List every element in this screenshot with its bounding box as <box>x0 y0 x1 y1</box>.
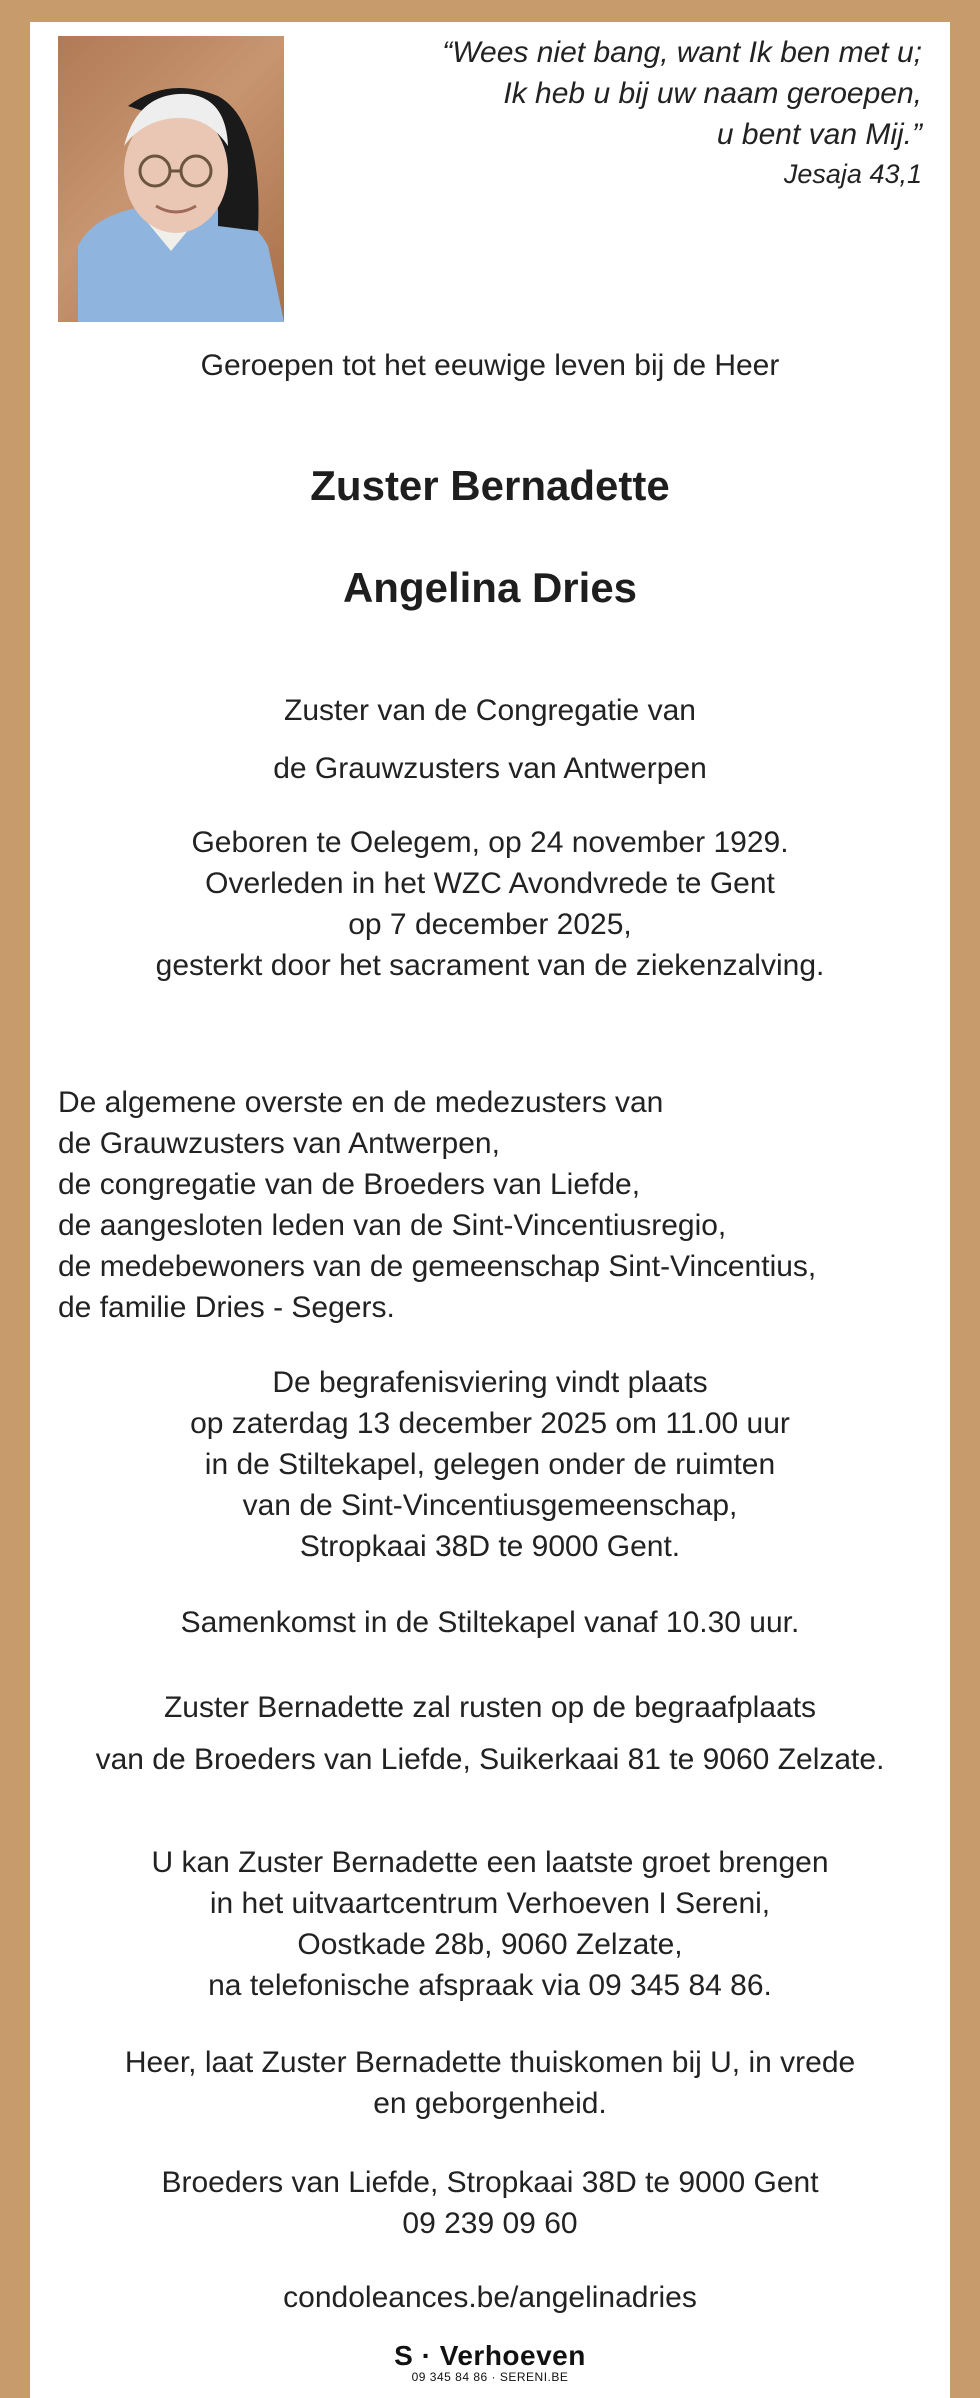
funeral-line: op zaterdag 13 december 2025 om 11.00 uur <box>190 1407 790 1440</box>
mourner-line: De algemene overste en de medezusters van <box>58 1086 664 1119</box>
contact-line: Broeders van Liefde, Stropkaai 38D te 9000 Gent <box>161 2166 819 2199</box>
congregation-block <box>30 682 950 798</box>
contact-block <box>30 2162 950 2244</box>
mourner-line: de Grauwzusters van Antwerpen, <box>58 1127 500 1160</box>
greeting-line: in het uitvaartcentrum Verhoeven I Sereni, <box>209 1887 771 1920</box>
quote-line: u bent van Mij.” <box>716 118 922 151</box>
contact-phone: 09 239 09 60 <box>402 2207 578 2240</box>
greeting-line: Oostkade 28b, 9060 Zelzate, <box>297 1928 683 1961</box>
burial-block <box>30 1682 950 1786</box>
life-line: Geboren te Oelegem, op 24 november 1929. <box>191 826 789 859</box>
gathering-text: Samenkomst in de Stiltekapel vanaf 10.30 uur. <box>180 1606 800 1639</box>
prayer-line: Heer, laat Zuster Bernadette thuiskomen bij U, in vrede <box>124 2046 856 2079</box>
mourner-line: de congregatie van de Broeders van Liefde, <box>58 1168 641 1201</box>
condolence-link[interactable]: condoleances.be/angelinadries <box>283 2281 697 2314</box>
quote-line: Ik heb u bij uw naam geroepen, <box>503 77 922 110</box>
funeral-home-logo <box>30 2340 950 2384</box>
greeting-block <box>30 1842 950 2006</box>
logo-subline: 09 345 84 86 · SERENI.BE <box>411 2370 569 2384</box>
burial-line: Zuster Bernadette zal rusten op de begraafplaats <box>163 1691 817 1724</box>
funeral-line: De begrafenisviering vindt plaats <box>272 1366 708 1399</box>
life-line: Overleden in het WZC Avondvrede te Gent <box>205 867 775 900</box>
obituary-card <box>30 22 950 2398</box>
quote-line: “Wees niet bang, want Ik ben met u; <box>442 36 922 69</box>
burial-line: van de Broeders van Liefde, Suikerkaai 81 te 9060 Zelzate. <box>95 1743 885 1776</box>
funeral-line: in de Stiltekapel, gelegen onder de ruimten <box>204 1448 776 1481</box>
name-line-2: Angelina Dries <box>342 564 638 611</box>
greeting-line: na telefonische afspraak via 09 345 84 86. <box>208 1969 772 2002</box>
mourner-line: de medebewoners van de gemeenschap Sint-Vincentius, <box>58 1250 817 1283</box>
portrait-illustration <box>58 36 284 322</box>
quote-reference: Jesaja 43,1 <box>783 159 922 189</box>
greeting-line: U kan Zuster Bernadette een laatste groet brengen <box>151 1846 829 1879</box>
logo-brand: S · Verhoeven <box>394 2340 586 2371</box>
congregation-line: de Grauwzusters van Antwerpen <box>273 752 707 785</box>
life-line: op 7 december 2025, <box>348 908 632 941</box>
portrait-photo <box>58 36 284 322</box>
life-block <box>30 822 950 986</box>
mourner-line: de familie Dries - Segers. <box>58 1291 395 1324</box>
name-line-1: Zuster Bernadette <box>310 462 670 509</box>
mourners-block <box>58 1082 938 1328</box>
bible-quote <box>322 32 922 193</box>
mourner-line: de aangesloten leden van de Sint-Vincentiusregio, <box>58 1209 727 1242</box>
funeral-line: Stropkaai 38D te 9000 Gent. <box>299 1530 681 1563</box>
funeral-line: van de Sint-Vincentiusgemeenschap, <box>242 1489 738 1522</box>
congregation-line: Zuster van de Congregatie van <box>284 694 696 727</box>
prayer-block <box>30 2042 950 2124</box>
funeral-block <box>30 1362 950 1567</box>
prayer-line: en geborgenheid. <box>373 2087 607 2120</box>
intro-text: Geroepen tot het eeuwige leven bij de Heer <box>200 349 780 382</box>
life-line: gesterkt door het sacrament van de ziekenzalving. <box>155 949 825 982</box>
